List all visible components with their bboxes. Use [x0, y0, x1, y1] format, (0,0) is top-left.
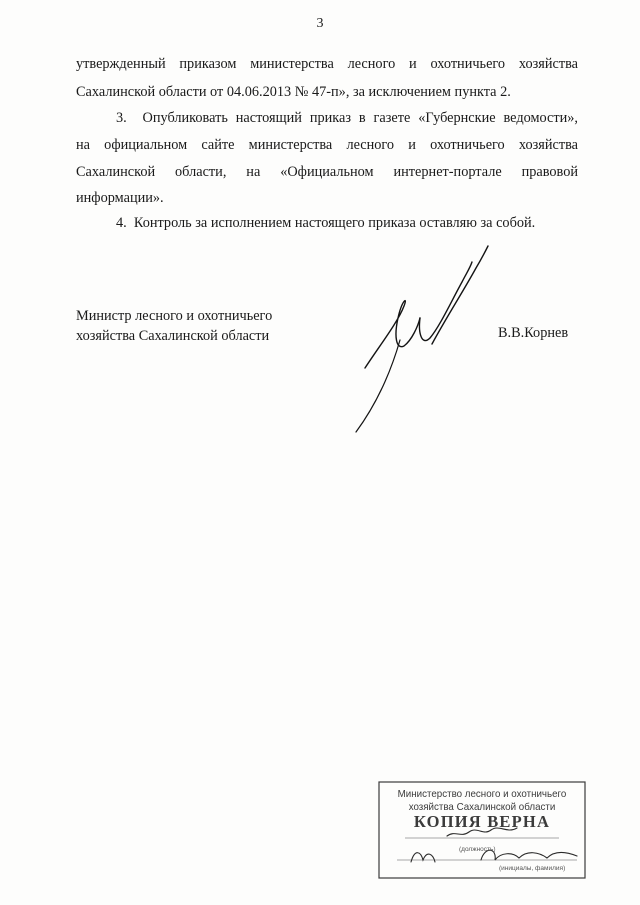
item-3-line-2: на официальном сайте министерства лесного и охотничьего хозяйства	[76, 137, 578, 153]
signatory-name: В.В.Корнев	[498, 325, 569, 341]
stamp-organization-line-2: хозяйства Сахалинской области	[408, 801, 556, 813]
item-4-line: 4. Контроль за исполнением настоящего приказа оставляю за собой.	[116, 215, 536, 231]
signatory-position-line-1: Министр лесного и охотничьего	[76, 308, 273, 324]
stamp-caption-position: (должность)	[459, 846, 496, 853]
signatory-position-line-2: хозяйства Сахалинской области	[76, 328, 270, 344]
stamp-organization-line-1: Министерство лесного и охотничьего	[397, 788, 567, 800]
page-number: 3	[316, 16, 324, 31]
body-line-2: Сахалинской области от 04.06.2013 № 47-п», за исключением пункта 2.	[76, 84, 511, 100]
item-3-line-1: 3. Опубликовать настоящий приказ в газете «Губернские ведомости»,	[116, 110, 578, 126]
item-3-line-4: информации».	[76, 190, 164, 206]
item-3-line-3: Сахалинской области, на «Официальном интернет-портале правовой	[76, 164, 578, 180]
stamp-title: КОПИЯ ВЕРНА	[413, 812, 551, 831]
body-line-1: утвержденный приказом министерства лесного и охотничьего хозяйства	[76, 56, 578, 72]
certification-stamp	[377, 780, 587, 880]
stamp-caption-name: (инициалы, фамилия)	[499, 865, 566, 872]
